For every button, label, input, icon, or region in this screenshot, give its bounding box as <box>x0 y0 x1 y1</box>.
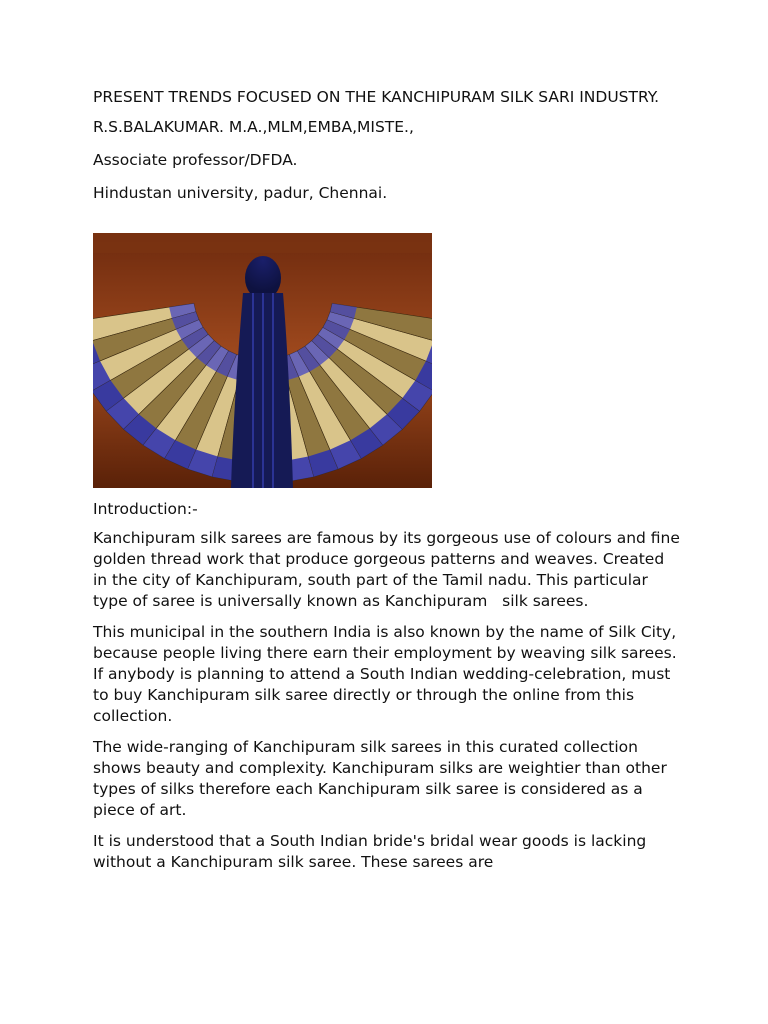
paragraph-1: Kanchipuram silk sarees are famous by its gorgeous use of colours and fine golden thread work that produce gorgeous patterns and weaves. Created in the city of Kanchipuram, south part of the Tamil nadu. This particular type of saree is universally known as Kanchipuram silk sarees. <box>93 529 685 610</box>
affiliation-line: Hindustan university, padur, Chennai. <box>93 184 388 202</box>
paragraph-3: The wide-ranging of Kanchipuram silk sarees in this curated collection shows beauty and complexity. Kanchipuram silks are weightier than other types of silks therefore each Kanchipuram silk saree is considered as a piece of art. <box>93 738 672 819</box>
silk-saree-photo <box>93 233 432 488</box>
silk-saree-fan-illustration <box>93 233 432 488</box>
author-line: R.S.BALAKUMAR. M.A.,MLM,EMBA,MISTE., <box>93 118 414 136</box>
introduction-heading: Introduction:- <box>93 500 198 518</box>
paragraph-4: It is understood that a South Indian bride's bridal wear goods is lacking without a Kanchipuram silk saree. These sarees are <box>93 832 652 871</box>
document-title: PRESENT TRENDS FOCUSED ON THE KANCHIPURAM SILK SARI INDUSTRY. <box>93 88 659 106</box>
document-page <box>93 87 693 883</box>
paragraph-2: This municipal in the southern India is also known by the name of Silk City, because people living there earn their employment by weaving silk sarees. If anybody is planning to attend a South Indian wedding-celebration, must to buy Kanchipuram silk saree directly or through the online from this collection. <box>93 623 682 725</box>
position-line: Associate professor/DFDA. <box>93 151 298 169</box>
